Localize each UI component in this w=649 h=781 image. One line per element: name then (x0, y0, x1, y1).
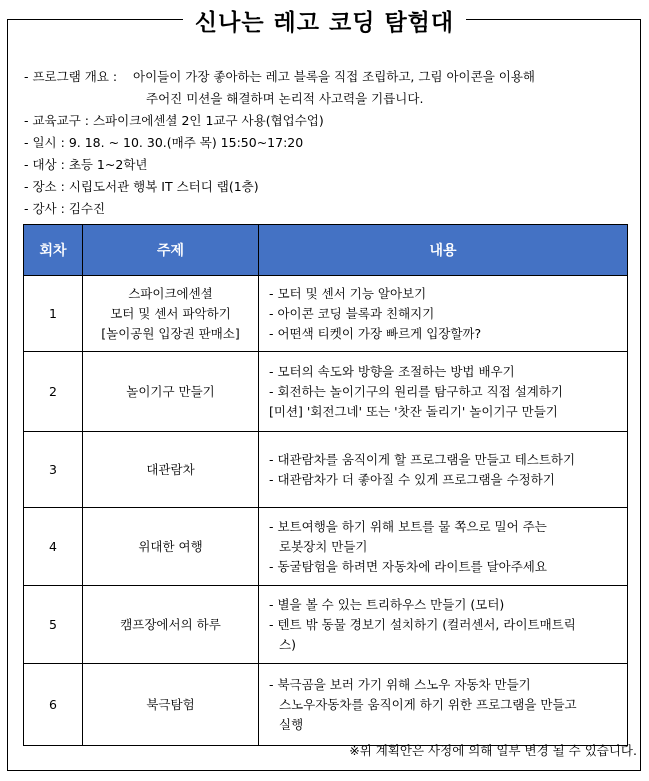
content-line: 실행 (279, 716, 304, 732)
content-line: - 별을 볼 수 있는 트리하우스 만들기 (모터) (269, 596, 505, 612)
topic-line: 위대한 여행 (138, 538, 203, 554)
session-number: 1 (24, 276, 83, 352)
session-number: 5 (24, 586, 83, 664)
session-content (259, 664, 628, 746)
footnote: ※위 계획안은 사정에 의해 일부 변경 될 수 있습니다. (349, 743, 637, 758)
session-topic (83, 586, 259, 664)
content-line: - 회전하는 놀이기구의 원리를 탐구하고 직접 설계하기 (269, 383, 564, 399)
table-row (24, 664, 628, 746)
session-number: 3 (24, 432, 83, 508)
topic-line: 스파이크에센셜 (128, 285, 213, 301)
info-instructor (24, 198, 535, 220)
session-topic (83, 508, 259, 586)
info-value: 스파이크에센셜 2인 1교구 사용(협업수업) (92, 113, 324, 128)
info-label: - 대상 : (24, 157, 65, 172)
schedule-table (23, 224, 628, 746)
table-row (24, 276, 628, 352)
content-line: [미션] '회전그네' 또는 '찻잔 돌리기' 놀이기구 만들기 (269, 403, 558, 419)
header-session: 회차 (24, 225, 83, 276)
content-line: - 보트여행을 하기 위해 보트를 물 쪽으로 밀어 주는 (269, 518, 547, 534)
topic-line: [놀이공원 입장권 판매소] (101, 325, 240, 341)
topic-line: 모터 및 센서 파악하기 (110, 305, 231, 321)
info-value: 주어진 미션을 해결하며 논리적 사고력을 기릅니다. (146, 91, 424, 106)
info-location (24, 176, 535, 198)
info-overview (24, 66, 535, 88)
info-label: - 일시 : (24, 135, 65, 150)
content-line: - 동굴탐험을 하려면 자동차에 라이트를 달아주세요 (269, 558, 547, 574)
session-topic (83, 664, 259, 746)
session-number: 2 (24, 352, 83, 432)
content-line: - 어떤색 티켓이 가장 빠르게 입장할까? (269, 325, 482, 341)
content-line: - 텐트 밖 동물 경보기 설치하기 (컬러센서, 라이트매트릭 (269, 616, 576, 632)
info-label: - 교육교구 : (24, 113, 89, 128)
info-overview-cont (24, 88, 535, 110)
session-number: 6 (24, 664, 83, 746)
table-header-row (24, 225, 628, 276)
session-content (259, 276, 628, 352)
info-value: 김수진 (68, 201, 106, 216)
content-line: - 모터의 속도와 방향을 조절하는 방법 배우기 (269, 363, 515, 379)
session-topic (83, 432, 259, 508)
info-value: 9. 18. ~ 10. 30.(매주 목) 15:50~17:20 (68, 135, 304, 150)
table-row (24, 508, 628, 586)
page-title: 신나는 레고 코딩 탐험대 (183, 4, 466, 37)
topic-line: 대관람차 (146, 461, 195, 477)
content-line: - 대관람차가 더 좋아질 수 있게 프로그램을 수정하기 (269, 471, 555, 487)
content-line: - 모터 및 센서 기능 알아보기 (269, 285, 427, 301)
table-row (24, 352, 628, 432)
info-label: - 강사 : (24, 201, 65, 216)
title-bar (0, 4, 649, 36)
info-date (24, 132, 535, 154)
header-topic: 주제 (83, 225, 259, 276)
info-target (24, 154, 535, 176)
info-equipment (24, 110, 535, 132)
content-line: - 대관람차를 움직이게 할 프로그램을 만들고 테스트하기 (269, 451, 576, 467)
session-content (259, 432, 628, 508)
table-row (24, 432, 628, 508)
topic-line: 놀이기구 만들기 (126, 383, 215, 399)
content-line: 로봇장치 만들기 (279, 538, 368, 554)
topic-line: 캠프장에서의 하루 (120, 616, 221, 632)
session-topic (83, 276, 259, 352)
info-value: 아이들이 가장 좋아하는 레고 블록을 직접 조립하고, 그림 아이콘을 이용해 (133, 69, 535, 84)
info-label: - 장소 : (24, 179, 65, 194)
session-number: 4 (24, 508, 83, 586)
topic-line: 북극탐험 (146, 696, 195, 712)
info-value: 초등 1~2학년 (68, 157, 148, 172)
program-info (24, 66, 535, 220)
session-topic (83, 352, 259, 432)
content-line: - 북극곰을 보러 가기 위해 스노우 자동차 만들기 (269, 676, 531, 692)
content-line: 스노우자동차를 움직이게 하기 위한 프로그램을 만들고 (279, 696, 577, 712)
info-value: 시립도서관 행복 IT 스터디 랩(1층) (68, 179, 259, 194)
content-line: 스) (279, 636, 296, 652)
content-line: - 아이콘 코딩 블록과 친해지기 (269, 305, 435, 321)
info-label: - 프로그램 개요 : (24, 69, 118, 84)
header-content: 내용 (259, 225, 628, 276)
table-row (24, 586, 628, 664)
session-content (259, 508, 628, 586)
session-content (259, 352, 628, 432)
session-content (259, 586, 628, 664)
